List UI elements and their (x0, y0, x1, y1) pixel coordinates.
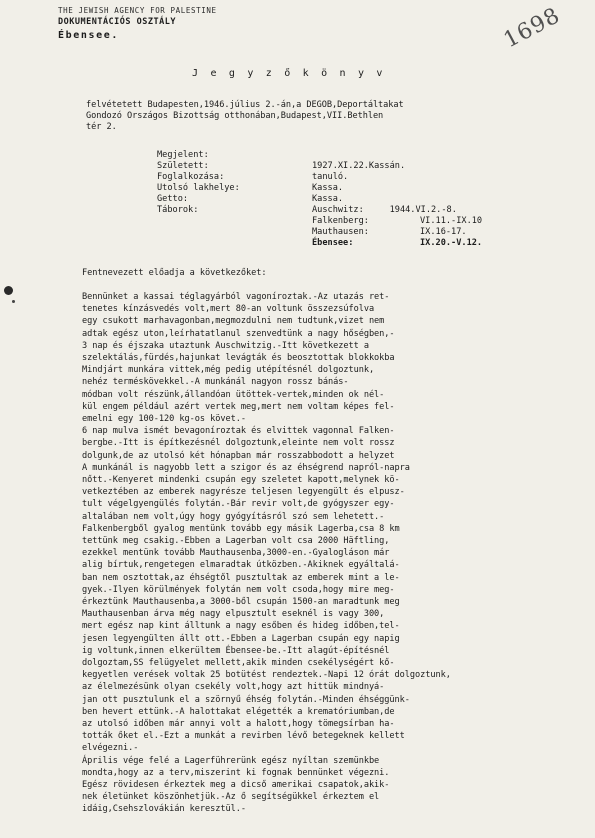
statement-line: idáig,Csehszlovákián keresztül.- (82, 804, 246, 815)
field-value: 1927.XI.22.Kassán. (312, 161, 406, 171)
statement-line: mert egész nap kint álltunk a nagy esőben és hideg időben,tel- (82, 621, 400, 632)
statement-line: emelni egy 100-120 kg-os követ.- (82, 414, 246, 424)
statement-line: érkeztünk Mauthausenba,a 3000-ből csupán 1500-an maradtunk meg (82, 597, 400, 607)
intro-line: felvétetett Budapesten,1946.július 2.-án,a DEGOB,Deportáltakat (86, 100, 404, 110)
field-value: tanuló. (312, 172, 349, 182)
statement-line: mondta,hogy az a terv,miszerint ki fognak bennünket végezni. (82, 767, 390, 778)
statement-line: A munkánál is nagyobb lett a szigor és az éhségrend napról-napra (82, 462, 410, 473)
document-title: J e g y z ő k ö n y v (192, 68, 386, 79)
statement-line: Április vége felé a Lagerführerünk egész nyíltan szemünkbe (82, 755, 380, 766)
statement-line: 3 nap és éjszaka utaztunk Auschwitzig.-Itt következett a (82, 340, 369, 351)
field-value: Auschwitz: 1944.VI.2.-8. (312, 205, 457, 215)
statement-line: jan ott pusztulunk el a szörnyű éhség folytán.-Minden éhséggünk- (82, 694, 410, 705)
statement-line: 6 nap mulva ismét bevagoníroztak és elvittek vagonnal Falken- (82, 426, 395, 437)
camp-heading: Ébensee. (58, 30, 119, 41)
field-label: Megjelent: (157, 150, 209, 160)
field-value: Kassa. (312, 183, 344, 193)
paper-speck (12, 300, 15, 303)
agency-header: THE JEWISH AGENCY FOR PALESTINE (58, 6, 217, 15)
camp-dates: IX.16-17. (420, 227, 467, 237)
statement-line: szelektálás,fürdés,hajunkat levágták és beosztottak blokkokba (82, 353, 395, 363)
statement-line: Bennünket a kassai téglagyárból vagoníroztak.-Az utazás ret- (82, 292, 390, 302)
statement-line: alig bírtuk,rengetegen elmaradtak útközben.-Akiknek egyáltalá- (82, 560, 400, 571)
statement-line: egy csukott marhavagonban,megmozdulni nem tudtunk,vizet nem (82, 316, 385, 327)
statement-line: gyek.-Ilyen körülmények folytán nem volt csoda,hogy mire meg- (82, 584, 395, 595)
camp-dates: IX.20.-V.12. (420, 238, 483, 248)
statement-line: altalában nem volt,úgy hogy gyógyításról szó sem lehetett.- (82, 511, 385, 522)
statement-line: Falkenbergből gyalog mentünk tovább egy másik Lagerba,csa 8 km (82, 523, 400, 534)
camp-name: Mauthausen: (312, 227, 369, 237)
statement-line: ban nem osztottak,az éhségtől pusztultak az emberek mint a le- (82, 572, 400, 583)
statement-line: dolgoztam,SS felügyelet mellett,akik minden csekélységért kő- (82, 658, 395, 668)
statement-line: Egész rövidesen érkeztek meg a dicső amerikai csapatok,akik- (82, 780, 390, 790)
statement-line: tult végelgyengülés folytán.-Bár revir volt,de gyógyszer egy- (82, 499, 395, 510)
statement-line: ben hevert ettünk.-A halottakat elégették a krematóriumban,de (82, 706, 395, 717)
statement-line: nehéz terméskövekkel.-A munkánál nagyon rossz bánás- (82, 377, 349, 388)
statement-line: adtak egész uton,leírhatatlanul szenvedtünk a nagy hőségben,- (82, 328, 395, 339)
statement-line: kegyetlen verések voltak 25 botütést rendeztek.-Napi 12 órát dolgoztunk, (82, 670, 451, 681)
statement-line: Mindjárt munkára vittek,még pedig utépítésnél dolgoztunk, (82, 365, 375, 376)
statement-line: az élelmezésünk olyan csekély volt,hogy azt hittük mindnyá- (82, 682, 385, 693)
statement-line: az utolsó időben már annyi volt a halott,hogy tömegsírban ha- (82, 719, 395, 729)
statement-lead: Fentnevezett előadja a következőket: (82, 268, 267, 278)
field-label: Getto: (157, 194, 189, 204)
statement-line: tenetes kínzásvedés volt,mert 80-an voltunk összezsúfolva (82, 304, 375, 315)
field-value: Kassa. (312, 194, 344, 204)
camp-name: Falkenberg: (312, 216, 369, 226)
statement-line: vetkeztében az emberek nagyrésze teljesen legyengült és elpusz- (82, 487, 405, 498)
statement-line: tották őket el.-Ezt a munkát a revirben lévő betegeknek kellett (82, 731, 405, 742)
statement-line: kül engem például azért vertek meg,mert nem voltam képes fel- (82, 401, 395, 412)
camp-dates: VI.11.-IX.10 (420, 216, 483, 226)
intro-line: tér 2. (86, 122, 117, 132)
statement-line: Mauthausenban árva még nagy elpusztult eseknél is vagy 300, (82, 609, 385, 620)
statement-line: jesen legyengülten állt ott.-Ebben a Lagerban csupán egy napig (82, 633, 400, 644)
statement-line: elvégezni.- (82, 743, 139, 754)
camp-name: Ébensee: (312, 238, 354, 248)
statement-line: dolgunk,de az utolsó két hónapban már rosszabbodott a helyzet (82, 450, 395, 461)
field-label: Született: (157, 161, 209, 171)
field-label: Foglalkozása: (157, 172, 225, 182)
punch-hole (4, 286, 13, 295)
statement-line: tettünk meg csakig.-Ebben a Lagerban volt csa 2000 Häftling, (82, 536, 390, 546)
statement-line: bergbe.-Itt is építkezésnél dolgoztunk,eleinte nem volt rossz (82, 438, 395, 449)
statement-line: ezekkel mentünk tovább Mauthausenba,3000-en.-Gyalogláson már (82, 548, 390, 559)
department-header: DOKUMENTÁCIÓS OSZTÁLY (58, 17, 176, 27)
statement-line: módban volt részünk,állandóan ütöttek-vertek,minden ok nél- (82, 389, 385, 400)
field-label: Utolsó lakhelye: (157, 183, 240, 193)
statement-line: ig voltunk,innen elkerültem Ébensee-be.-Itt alagút-építésnél (82, 645, 390, 656)
intro-line: Gondozó Országos Bizottság otthonában,Budapest,VII.Bethlen (86, 111, 384, 121)
field-label: Táborok: (157, 205, 199, 215)
handwritten-number: 1698 (499, 3, 565, 54)
statement-line: nek életünket köszönhetjük.-Az ő segítségükkel érkeztem el (82, 792, 380, 803)
statement-line: nőtt.-Kenyeret mindenki csupán egy szeletet kapott,melynek kö- (82, 475, 400, 485)
